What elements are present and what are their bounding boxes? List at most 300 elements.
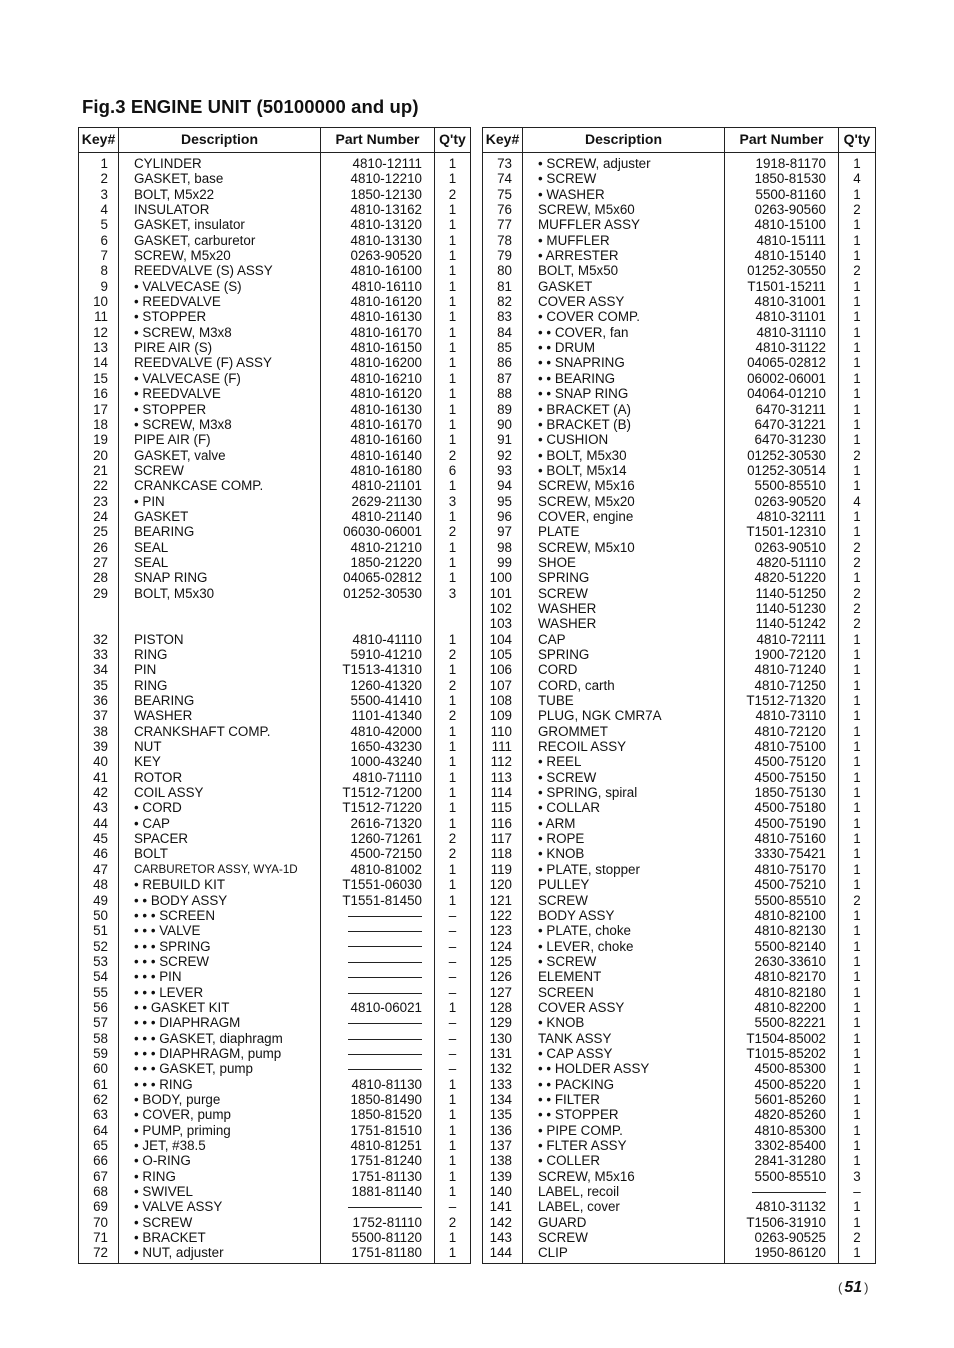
cell-part-number: [321, 1015, 435, 1030]
cell-description: CARBURETOR ASSY, WYA-1D: [119, 862, 321, 877]
cell-qty: –: [435, 1061, 471, 1076]
cell-key: 40: [79, 754, 119, 769]
cell-key: 99: [483, 555, 523, 570]
cell-key: 47: [79, 862, 119, 877]
cell-part-number: 04065-02812: [321, 570, 435, 585]
header-key: Key#: [79, 128, 119, 153]
cell-description: GASKET: [119, 509, 321, 524]
cell-key: 91: [483, 432, 523, 447]
cell-description: • LEVER, choke: [523, 939, 725, 954]
cell-qty: [435, 616, 471, 631]
cell-part-number: 1850-21220: [321, 555, 435, 570]
cell-key: 86: [483, 355, 523, 370]
cell-part-number: T1015-85202: [725, 1046, 839, 1061]
cell-key: 65: [79, 1138, 119, 1153]
cell-description: BOLT, M5x22: [119, 187, 321, 202]
cell-key: 104: [483, 632, 523, 647]
cell-description: BOLT: [119, 846, 321, 861]
table-row: [79, 1215, 471, 1230]
table-row: [79, 263, 471, 278]
cell-description: COVER, engine: [523, 509, 725, 524]
cell-key: 129: [483, 1015, 523, 1030]
cell-description: • RING: [119, 1169, 321, 1184]
page-number: [836, 1279, 870, 1297]
cell-part-number: 4810-85300: [725, 1123, 839, 1138]
table-row: [483, 632, 876, 647]
parts-table-right: [482, 127, 876, 1264]
cell-description: • • HOLDER ASSY: [523, 1061, 725, 1076]
cell-part-number: 4810-82200: [725, 1000, 839, 1015]
table-row: [483, 494, 876, 509]
cell-qty: 1: [839, 846, 876, 861]
cell-qty: 1: [435, 325, 471, 340]
cell-qty: 2: [435, 187, 471, 202]
cell-key: 24: [79, 509, 119, 524]
table-row: [79, 279, 471, 294]
table-row: [483, 800, 876, 815]
cell-description: SPRING: [523, 570, 725, 585]
table-row: [483, 1230, 876, 1245]
table-row: [483, 417, 876, 432]
cell-description: WASHER: [523, 601, 725, 616]
cell-key: 58: [79, 1031, 119, 1046]
table-row: [79, 954, 471, 969]
cell-qty: 1: [435, 263, 471, 278]
cell-qty: 1: [435, 800, 471, 815]
cell-description: • PIPE COMP.: [523, 1123, 725, 1138]
cell-part-number: 4820-51220: [725, 570, 839, 585]
table-row: [483, 1138, 876, 1153]
cell-description: • • • SCREEN: [119, 908, 321, 923]
cell-part-number: 4810-12111: [321, 153, 435, 172]
cell-description: • BRACKET (A): [523, 402, 725, 417]
cell-key: 12: [79, 325, 119, 340]
table-row: [79, 1199, 471, 1214]
cell-part-number: [321, 969, 435, 984]
cell-key: 78: [483, 233, 523, 248]
page-bracket-right: ): [864, 1280, 869, 1295]
table-row: [79, 1031, 471, 1046]
table-row: [79, 1169, 471, 1184]
cell-qty: 1: [435, 1245, 471, 1263]
cell-key: 130: [483, 1031, 523, 1046]
cell-qty: 1: [839, 309, 876, 324]
cell-part-number: 1751-81180: [321, 1245, 435, 1263]
table-row: [79, 893, 471, 908]
table-row: [483, 153, 876, 172]
cell-description: PLATE: [523, 524, 725, 539]
cell-qty: 1: [839, 1015, 876, 1030]
cell-qty: 1: [435, 770, 471, 785]
cell-description: • KNOB: [523, 846, 725, 861]
cell-description: • STOPPER: [119, 402, 321, 417]
table-row: [483, 325, 876, 340]
cell-part-number: 1850-12130: [321, 187, 435, 202]
table-row: [79, 509, 471, 524]
cell-qty: 2: [839, 893, 876, 908]
cell-part-number: 04064-01210: [725, 386, 839, 401]
cell-description: SCREW, M5x10: [523, 540, 725, 555]
cell-key: 93: [483, 463, 523, 478]
cell-part-number: 4810-75160: [725, 831, 839, 846]
cell-part-number: 4810-15140: [725, 248, 839, 263]
cell-part-number: T1501-12310: [725, 524, 839, 539]
cell-qty: 2: [839, 202, 876, 217]
cell-description: • REEDVALVE: [119, 386, 321, 401]
cell-description: SCREW, M5x60: [523, 202, 725, 217]
cell-key: 17: [79, 402, 119, 417]
cell-description: • REEDVALVE: [119, 294, 321, 309]
table-row: [79, 463, 471, 478]
table-row: [79, 985, 471, 1000]
table-row: [483, 616, 876, 631]
table-row: [483, 693, 876, 708]
table-row: [79, 294, 471, 309]
cell-part-number: 4810-82100: [725, 908, 839, 923]
cell-qty: [435, 601, 471, 616]
cell-key: 73: [483, 153, 523, 172]
cell-description: ROTOR: [119, 770, 321, 785]
cell-key: 144: [483, 1245, 523, 1263]
cell-key: 34: [79, 662, 119, 677]
table-row: [79, 1123, 471, 1138]
table-row: [483, 647, 876, 662]
table-row: [483, 1077, 876, 1092]
cell-qty: 2: [435, 831, 471, 846]
table-row: [483, 202, 876, 217]
cell-part-number: 1850-75130: [725, 785, 839, 800]
cell-part-number: 1260-41320: [321, 678, 435, 693]
table-row: [483, 263, 876, 278]
cell-description: • BRACKET: [119, 1230, 321, 1245]
table-row: [79, 233, 471, 248]
cell-part-number: [321, 985, 435, 1000]
cell-qty: 6: [435, 463, 471, 478]
cell-qty: 1: [839, 478, 876, 493]
cell-qty: 1: [435, 417, 471, 432]
table-row: [79, 1015, 471, 1030]
cell-qty: 1: [435, 217, 471, 232]
no-part-number-rule: [348, 1069, 422, 1070]
cell-qty: 1: [435, 1184, 471, 1199]
cell-part-number: 5500-85510: [725, 478, 839, 493]
cell-description: SCREW: [523, 586, 725, 601]
cell-key: 62: [79, 1092, 119, 1107]
table-row: [483, 1184, 876, 1199]
cell-key: 38: [79, 724, 119, 739]
cell-key: 140: [483, 1184, 523, 1199]
cell-description: • • • VALVE: [119, 923, 321, 938]
table-row: [79, 816, 471, 831]
cell-qty: 1: [435, 478, 471, 493]
cell-key: 76: [483, 202, 523, 217]
cell-qty: 1: [839, 954, 876, 969]
cell-part-number: 01252-30530: [725, 448, 839, 463]
table-row: [79, 355, 471, 370]
cell-description: GASKET, base: [119, 171, 321, 186]
cell-qty: 1: [839, 693, 876, 708]
table-row: [483, 1169, 876, 1184]
cell-key: 82: [483, 294, 523, 309]
cell-qty: 1: [839, 739, 876, 754]
table-row: [483, 1215, 876, 1230]
cell-qty: 1: [839, 371, 876, 386]
cell-qty: –: [435, 1199, 471, 1214]
cell-part-number: 4500-72150: [321, 846, 435, 861]
cell-key: 21: [79, 463, 119, 478]
cell-qty: 1: [435, 402, 471, 417]
cell-key: 66: [79, 1153, 119, 1168]
cell-key: [79, 601, 119, 616]
cell-qty: 1: [435, 294, 471, 309]
cell-qty: 1: [435, 509, 471, 524]
table-row: [79, 939, 471, 954]
cell-description: • BRACKET (B): [523, 417, 725, 432]
cell-key: 67: [79, 1169, 119, 1184]
cell-qty: 1: [435, 754, 471, 769]
cell-part-number: 6470-31230: [725, 432, 839, 447]
cell-description: CORD, carth: [523, 678, 725, 693]
cell-qty: 1: [435, 1107, 471, 1122]
cell-part-number: 4810-73110: [725, 708, 839, 723]
cell-part-number: 5500-81120: [321, 1230, 435, 1245]
table-row: [79, 1000, 471, 1015]
cell-part-number: 4810-71240: [725, 662, 839, 677]
cell-part-number: T1512-71220: [321, 800, 435, 815]
cell-key: 13: [79, 340, 119, 355]
cell-description: • SCREW: [523, 954, 725, 969]
header-part-number: Part Number: [725, 128, 839, 153]
cell-key: 5: [79, 217, 119, 232]
cell-qty: 1: [435, 1138, 471, 1153]
cell-qty: 1: [839, 1061, 876, 1076]
table-row: [483, 846, 876, 861]
cell-qty: 1: [839, 355, 876, 370]
table-row: [79, 555, 471, 570]
cell-key: 52: [79, 939, 119, 954]
table-row: [483, 739, 876, 754]
cell-key: 113: [483, 770, 523, 785]
cell-part-number: [321, 1061, 435, 1076]
cell-qty: 1: [435, 432, 471, 447]
cell-key: 114: [483, 785, 523, 800]
cell-key: 131: [483, 1046, 523, 1061]
cell-qty: 1: [839, 862, 876, 877]
cell-part-number: 5601-85260: [725, 1092, 839, 1107]
cell-key: 55: [79, 985, 119, 1000]
no-part-number-rule: [348, 1039, 422, 1040]
table-row: [79, 153, 471, 172]
cell-qty: 1: [435, 632, 471, 647]
cell-qty: 1: [435, 555, 471, 570]
cell-description: • REBUILD KIT: [119, 877, 321, 892]
cell-key: 133: [483, 1077, 523, 1092]
cell-qty: 1: [435, 233, 471, 248]
table-row: [79, 540, 471, 555]
cell-key: 37: [79, 708, 119, 723]
cell-qty: 1: [435, 153, 471, 172]
cell-description: LABEL, cover: [523, 1199, 725, 1214]
cell-part-number: 1918-81170: [725, 153, 839, 172]
cell-part-number: 4500-85300: [725, 1061, 839, 1076]
cell-key: 120: [483, 877, 523, 892]
cell-key: 80: [483, 263, 523, 278]
cell-description: SCREEN: [523, 985, 725, 1000]
cell-description: • NUT, adjuster: [119, 1245, 321, 1263]
cell-description: • • • RING: [119, 1077, 321, 1092]
cell-description: TANK ASSY: [523, 1031, 725, 1046]
table-row: [483, 402, 876, 417]
cell-part-number: 4820-85260: [725, 1107, 839, 1122]
cell-description: • • SNAP RING: [523, 386, 725, 401]
cell-qty: 2: [839, 555, 876, 570]
cell-qty: 1: [435, 1230, 471, 1245]
table-row: [79, 923, 471, 938]
cell-key: 112: [483, 754, 523, 769]
table-row: [483, 1199, 876, 1214]
table-row: [483, 862, 876, 877]
cell-qty: 1: [839, 1245, 876, 1263]
cell-description: • KNOB: [523, 1015, 725, 1030]
cell-part-number: T1506-31910: [725, 1215, 839, 1230]
cell-qty: 2: [435, 846, 471, 861]
cell-key: 132: [483, 1061, 523, 1076]
cell-qty: 1: [435, 386, 471, 401]
no-part-number-rule: [348, 946, 422, 947]
cell-part-number: 4810-16170: [321, 417, 435, 432]
cell-key: 102: [483, 601, 523, 616]
table-row: [483, 509, 876, 524]
table-header-row: [483, 128, 876, 153]
cell-description: SCREW: [523, 1230, 725, 1245]
cell-qty: 1: [839, 217, 876, 232]
cell-part-number: 5500-82221: [725, 1015, 839, 1030]
cell-part-number: 6470-31211: [725, 402, 839, 417]
cell-part-number: 4810-21140: [321, 509, 435, 524]
cell-qty: 2: [435, 708, 471, 723]
cell-key: 6: [79, 233, 119, 248]
cell-qty: 1: [839, 770, 876, 785]
cell-key: 25: [79, 524, 119, 539]
cell-key: 14: [79, 355, 119, 370]
cell-key: 2: [79, 171, 119, 186]
cell-part-number: [321, 908, 435, 923]
cell-description: GASKET, insulator: [119, 217, 321, 232]
cell-qty: 1: [839, 1215, 876, 1230]
cell-part-number: [321, 954, 435, 969]
cell-description: PIN: [119, 662, 321, 677]
cell-description: SPRING: [523, 647, 725, 662]
header-qty: Q'ty: [435, 128, 471, 153]
table-row: [79, 325, 471, 340]
cell-description: PULLEY: [523, 877, 725, 892]
table-row: [79, 309, 471, 324]
cell-description: CRANKSHAFT COMP.: [119, 724, 321, 739]
table-row: [483, 478, 876, 493]
cell-key: 49: [79, 893, 119, 908]
table-row: [483, 355, 876, 370]
cell-qty: 1: [839, 248, 876, 263]
cell-key: 54: [79, 969, 119, 984]
cell-key: 106: [483, 662, 523, 677]
cell-part-number: 4810-72111: [725, 632, 839, 647]
cell-description: SNAP RING: [119, 570, 321, 585]
table-row: [79, 800, 471, 815]
table-row: [483, 570, 876, 585]
cell-description: NUT: [119, 739, 321, 754]
table-row: [483, 1245, 876, 1263]
cell-part-number: 1752-81110: [321, 1215, 435, 1230]
cell-key: 72: [79, 1245, 119, 1263]
cell-qty: 2: [435, 1215, 471, 1230]
table-row: [483, 1015, 876, 1030]
cell-description: SCREW, M5x20: [119, 248, 321, 263]
page-number-value: 51: [844, 1279, 863, 1296]
cell-key: 100: [483, 570, 523, 585]
cell-qty: 1: [839, 509, 876, 524]
cell-key: 92: [483, 448, 523, 463]
table-row: [483, 816, 876, 831]
cell-key: 68: [79, 1184, 119, 1199]
cell-qty: 1: [839, 1107, 876, 1122]
cell-description: • • DRUM: [523, 340, 725, 355]
table-row: [79, 1061, 471, 1076]
cell-key: 19: [79, 432, 119, 447]
cell-key: 137: [483, 1138, 523, 1153]
cell-key: 32: [79, 632, 119, 647]
cell-description: • BOLT, M5x14: [523, 463, 725, 478]
cell-qty: –: [435, 923, 471, 938]
table-row: [79, 1077, 471, 1092]
cell-description: GASKET, carburetor: [119, 233, 321, 248]
table-row: [483, 1092, 876, 1107]
cell-description: • SCREW: [119, 1215, 321, 1230]
cell-description: • • • LEVER: [119, 985, 321, 1000]
cell-key: 96: [483, 509, 523, 524]
cell-description: • PIN: [119, 494, 321, 509]
cell-part-number: 4810-16130: [321, 402, 435, 417]
cell-description: BOLT, M5x30: [119, 586, 321, 601]
cell-part-number: 4810-75100: [725, 739, 839, 754]
cell-key: 84: [483, 325, 523, 340]
cell-qty: 1: [839, 524, 876, 539]
cell-part-number: 4810-82180: [725, 985, 839, 1000]
cell-qty: 1: [839, 831, 876, 846]
cell-key: 44: [79, 816, 119, 831]
cell-description: • SCREW, M3x8: [119, 325, 321, 340]
cell-part-number: 1000-43240: [321, 754, 435, 769]
cell-description: SCREW, M5x16: [523, 478, 725, 493]
cell-part-number: 2841-31280: [725, 1153, 839, 1168]
table-row: [79, 417, 471, 432]
cell-key: 26: [79, 540, 119, 555]
cell-key: 87: [483, 371, 523, 386]
table-row: [79, 402, 471, 417]
cell-qty: 1: [839, 432, 876, 447]
table-row: [79, 647, 471, 662]
cell-part-number: T1551-06030: [321, 877, 435, 892]
cell-description: COVER ASSY: [523, 1000, 725, 1015]
cell-part-number: 1751-81130: [321, 1169, 435, 1184]
cell-description: • • • DIAPHRAGM, pump: [119, 1046, 321, 1061]
cell-description: • • • SCREW: [119, 954, 321, 969]
cell-description: • ARRESTER: [523, 248, 725, 263]
cell-description: • • BODY ASSY: [119, 893, 321, 908]
no-part-number-rule: [348, 1023, 422, 1024]
cell-description: GROMMET: [523, 724, 725, 739]
cell-qty: 1: [839, 1046, 876, 1061]
cell-description: • • STOPPER: [523, 1107, 725, 1122]
